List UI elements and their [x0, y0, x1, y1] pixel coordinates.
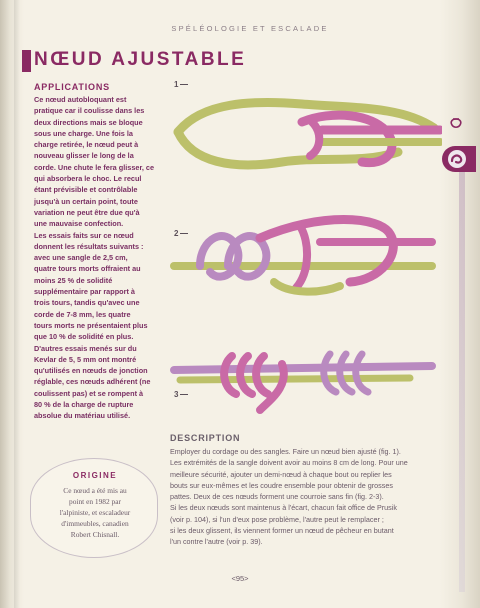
applications-line: corde de 7-8 mm, les quatre: [34, 309, 131, 319]
applications-line: sous une charge. Une fois la: [34, 128, 133, 138]
figure-1-knot-illustration: [172, 92, 442, 182]
applications-line: variation ne peut être due qu'à: [34, 207, 140, 217]
applications-line: absolue du matériau utilisé.: [34, 411, 131, 421]
description-line: l'un contre l'autre (voir p. 39).: [170, 537, 263, 547]
description-text: [170, 446, 448, 548]
carabiner-icon: [449, 117, 463, 129]
applications-line: deux directions mais se bloque: [34, 117, 143, 127]
origin-line: point en 1982 par: [69, 497, 121, 506]
origin-line: d'immeubles, canadien: [61, 519, 129, 528]
description-line: Les extrémités de la sangle doivent avoir au moins 8 cm de long. Pour une: [170, 458, 408, 468]
figure-3-knot-illustration: [170, 336, 440, 416]
applications-line: étant prévisible et contrôlable: [34, 185, 138, 195]
figure-1-number: 1: [174, 80, 188, 89]
applications-line: tours morts ne présentaient plus: [34, 320, 148, 330]
applications-line: corde. Une chute le fera glisser, ce: [34, 162, 155, 172]
section-tab-circle: [448, 150, 466, 168]
applications-line: que 10 % de solidité en plus.: [34, 332, 134, 342]
applications-line: pratique car il coulisse dans les: [34, 106, 145, 116]
applications-line: charge retirée, le nœud peut à: [34, 140, 139, 150]
figure-3-number: 3: [174, 390, 188, 399]
applications-line: donnent les résultats suivants :: [34, 241, 144, 251]
origin-line: Robert Chisnall.: [70, 530, 120, 539]
applications-line: une mauvaise confection.: [34, 219, 124, 229]
applications-line: D'autres essais menés sur du: [34, 343, 137, 353]
applications-line: 80 % de la charge de rupture: [34, 400, 134, 410]
applications-line: Kevlar de 5, 5 mm ont montré: [34, 354, 137, 364]
title-accent-bar: [22, 50, 31, 72]
knot-rope-icon: [448, 150, 466, 168]
applications-line: avec une sangle de 2,5 cm,: [34, 253, 128, 263]
description-line: si les deux glissent, ils viennent former un nœud de pêcheur en butant: [170, 526, 394, 536]
description-line: bouts sur eux-mêmes et les coudre ensemble pour obtenir de grosses: [170, 480, 393, 490]
figure-2-number: 2: [174, 229, 188, 238]
origin-heading: ORIGINE: [72, 471, 118, 480]
applications-line: moins 25 % de solidité: [34, 275, 113, 285]
description-line: pattes. Deux de ces nœuds forment une courroie sans fin (fig. 2-3).: [170, 492, 384, 502]
figure-2-knot-illustration: [170, 202, 440, 302]
applications-line: supplémentaire par rapport à: [34, 287, 135, 297]
applications-line: trois tours, tandis qu'avec une: [34, 298, 140, 308]
origin-line: Ce nœud a été mis au: [63, 486, 127, 495]
applications-line: jusqu'à un certain point, toute: [34, 196, 138, 206]
description-line: Si les deux nœuds sont maintenus à l'écart, chacun fait office de Prusik: [170, 503, 397, 513]
applications-line: réglable, ces nœuds adhérent (ne: [34, 377, 151, 387]
applications-heading: APPLICATIONS: [34, 82, 110, 92]
applications-line: qu'utilisés en nœuds de jonction: [34, 366, 148, 376]
margin-color-strip: [459, 172, 465, 592]
description-heading: DESCRIPTION: [170, 433, 241, 443]
page-spine-shadow: [14, 0, 20, 608]
section-tab: [442, 146, 476, 172]
chapter-header: SPÉLÉOLOGIE ET ESCALADE: [171, 24, 329, 33]
applications-line: qui absorbera le choc. Le recul: [34, 174, 142, 184]
page-number: <95>: [231, 574, 249, 583]
applications-line: coulissent pas) et se rompent à: [34, 388, 144, 398]
origin-callout: [30, 458, 158, 558]
applications-text: [34, 94, 164, 422]
applications-line: nouveau glisser le long de la: [34, 151, 134, 161]
origin-text: [43, 485, 147, 540]
applications-line: Ce nœud autobloquant est: [34, 95, 127, 104]
applications-line: quatre tours morts offraient au: [34, 264, 141, 274]
page-title: NŒUD AJUSTABLE: [34, 49, 247, 70]
applications-line: Les essais faits sur ce nœud: [34, 230, 134, 240]
description-line: meilleure sécurité, ajouter un demi-nœud à chaque bout ou replier les: [170, 469, 392, 479]
description-line: (voir p. 104), si l'un d'eux pose problème, l'autre peut le remplacer ;: [170, 514, 384, 524]
description-line: Employer du cordage ou des sangles. Faire un nœud bien ajusté (fig. 1).: [170, 447, 401, 456]
origin-line: l'alpiniste, et escaladeur: [59, 508, 131, 517]
